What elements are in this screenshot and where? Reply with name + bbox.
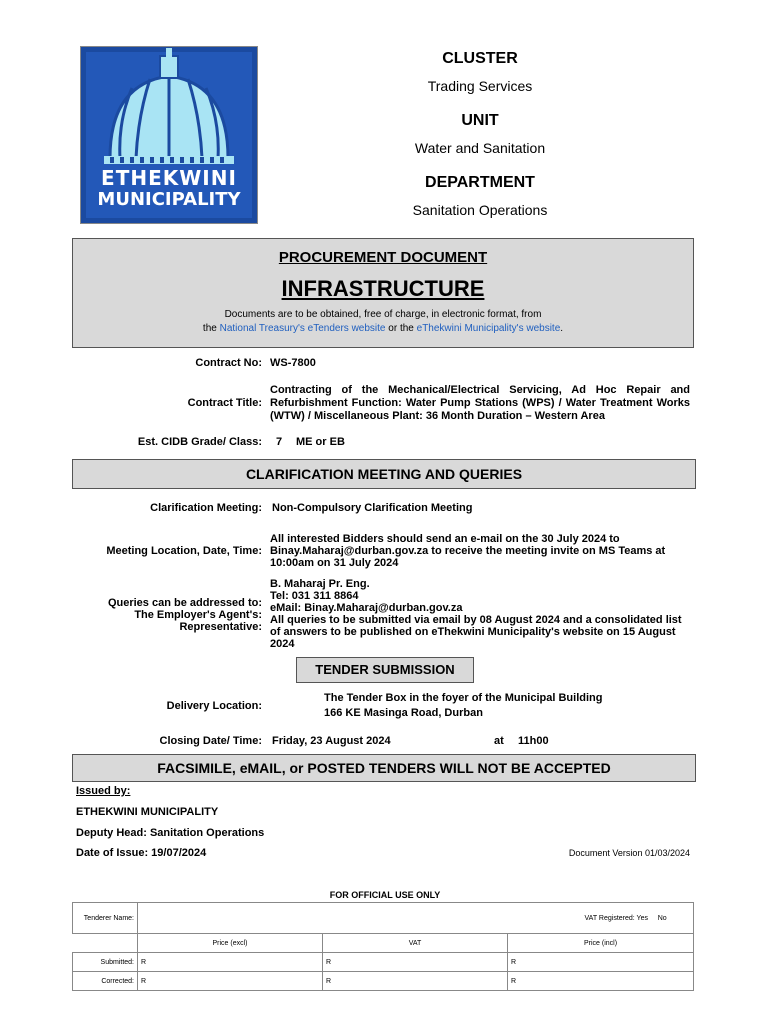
queries-email: eMail: Binay.Maharaj@durban.gov.za — [270, 602, 463, 614]
submitted-price-excl: R — [138, 953, 323, 972]
corrected-row — [73, 972, 694, 991]
document-version: Document Version 01/03/2024 — [568, 848, 690, 858]
corrected-price-excl: R — [138, 972, 323, 991]
clarification-heading: CLARIFICATION MEETING AND QUERIES — [72, 459, 696, 489]
official-use-table — [72, 902, 694, 991]
contract-no-label: Contract No: — [195, 357, 262, 369]
tenderer-name-label: Tenderer Name: — [73, 903, 138, 934]
queries-label-line1: Queries can be addressed to: — [107, 597, 262, 609]
queries-label — [80, 597, 262, 633]
issued-by-label: Issued by: — [76, 785, 131, 797]
closing-date-value: Friday, 23 August 2024 — [272, 735, 391, 747]
corrected-vat: R — [323, 972, 508, 991]
submitted-vat: R — [323, 953, 508, 972]
cidb-grade: 7 — [276, 436, 283, 448]
procurement-subtitle: INFRASTRUCTURE — [281, 276, 485, 301]
documents-or: or the — [385, 323, 417, 334]
unit-value: Water and Sanitation — [414, 140, 546, 156]
queries-label-line3: Representative: — [179, 621, 262, 633]
date-of-issue: Date of Issue: 19/07/2024 — [76, 847, 207, 859]
logo-text-line2: MUNICIPALITY — [97, 189, 241, 210]
clarification-meeting-value: Non-Compulsory Clarification Meeting — [272, 502, 473, 514]
official-use-heading: FOR OFFICIAL USE ONLY — [329, 890, 441, 900]
closing-time: 11h00 — [518, 735, 549, 747]
corrected-label: Corrected: — [73, 972, 138, 991]
vat-registered-cell — [138, 903, 694, 934]
unit-label: UNIT — [461, 112, 499, 129]
department-value: Sanitation Operations — [412, 202, 548, 218]
meeting-location-value: All interested Bidders should send an e-mail on the 30 July 2024 to Binay.Maharaj@durban.gov.za to receive the meeting invite on MS Teams at 10:00am on 31 July 2024 — [270, 533, 666, 569]
contract-no-value: WS-7800 — [270, 357, 316, 369]
queries-label-line2: The Employer's Agent's: — [134, 609, 262, 621]
issued-org: ETHEKWINI MUNICIPALITY — [76, 806, 219, 818]
vat-registered-no: No — [657, 914, 667, 922]
contract-title-label: Contract Title: — [187, 397, 262, 409]
col-vat: VAT — [323, 934, 508, 953]
tenderer-row — [73, 903, 694, 934]
official-header-row — [73, 934, 694, 953]
cluster-label: CLUSTER — [442, 50, 518, 67]
issued-role: Deputy Head: Sanitation Operations — [76, 827, 265, 839]
procurement-box — [72, 238, 694, 348]
procurement-title: PROCUREMENT DOCUMENT — [278, 249, 488, 266]
delivery-line1: The Tender Box in the foyer of the Municipal Building — [324, 692, 603, 704]
submitted-label: Submitted: — [73, 953, 138, 972]
ethekwini-logo — [80, 46, 258, 224]
documents-note: Documents are to be obtained, free of charge, in electronic format, from — [224, 309, 542, 320]
delivery-line2: 166 KE Masinga Road, Durban — [324, 707, 483, 719]
submitted-price-incl: R — [508, 953, 694, 972]
queries-name: B. Maharaj Pr. Eng. — [270, 578, 370, 590]
documents-links — [73, 323, 693, 334]
cidb-label: Est. CIDB Grade/ Class: — [137, 436, 262, 448]
delivery-location-value — [324, 691, 602, 721]
corrected-price-incl: R — [508, 972, 694, 991]
warning-banner: FACSIMILE, eMAIL, or POSTED TENDERS WILL NOT BE ACCEPTED — [72, 754, 696, 782]
closing-at: at — [494, 735, 504, 747]
department-label: DEPARTMENT — [425, 174, 535, 191]
municipality-website-link[interactable]: eThekwini Municipality's website — [416, 323, 561, 334]
queries-contact — [270, 578, 690, 650]
queries-tel: Tel: 031 311 8864 — [270, 590, 359, 602]
meeting-location-label: Meeting Location, Date, Time: — [106, 545, 262, 557]
contract-title-value: Contracting of the Mechanical/Electrical Servicing, Ad Hoc Repair and Refurbishment Function: Water Pump Stations (WPS) / Water Treatment Works (WTW) / Miscellaneous Plant: 36 Month Duration – Western Area — [270, 384, 690, 422]
col-price-excl: Price (excl) — [138, 934, 323, 953]
tender-submission-heading: TENDER SUBMISSION — [296, 657, 474, 683]
logo-text-line1: ETHEKWINI — [101, 166, 237, 190]
etenders-link[interactable]: National Treasury's eTenders website — [219, 323, 386, 334]
col-price-incl: Price (incl) — [508, 934, 694, 953]
cidb-class: ME or EB — [296, 436, 345, 448]
queries-deadline: All queries to be submitted via email by 08 August 2024 and a consolidated list of answers to be published on eThekwini Municipality's website on 15 August 2024 — [270, 614, 682, 650]
cluster-value: Trading Services — [427, 78, 533, 94]
vat-registered-yes: VAT Registered: Yes — [584, 914, 648, 922]
delivery-location-label: Delivery Location: — [166, 700, 262, 712]
submitted-row — [73, 953, 694, 972]
closing-date-label: Closing Date/ Time: — [159, 735, 262, 747]
documents-end: . — [560, 323, 564, 334]
documents-the: the — [202, 323, 220, 334]
clarification-meeting-label: Clarification Meeting: — [150, 502, 262, 514]
